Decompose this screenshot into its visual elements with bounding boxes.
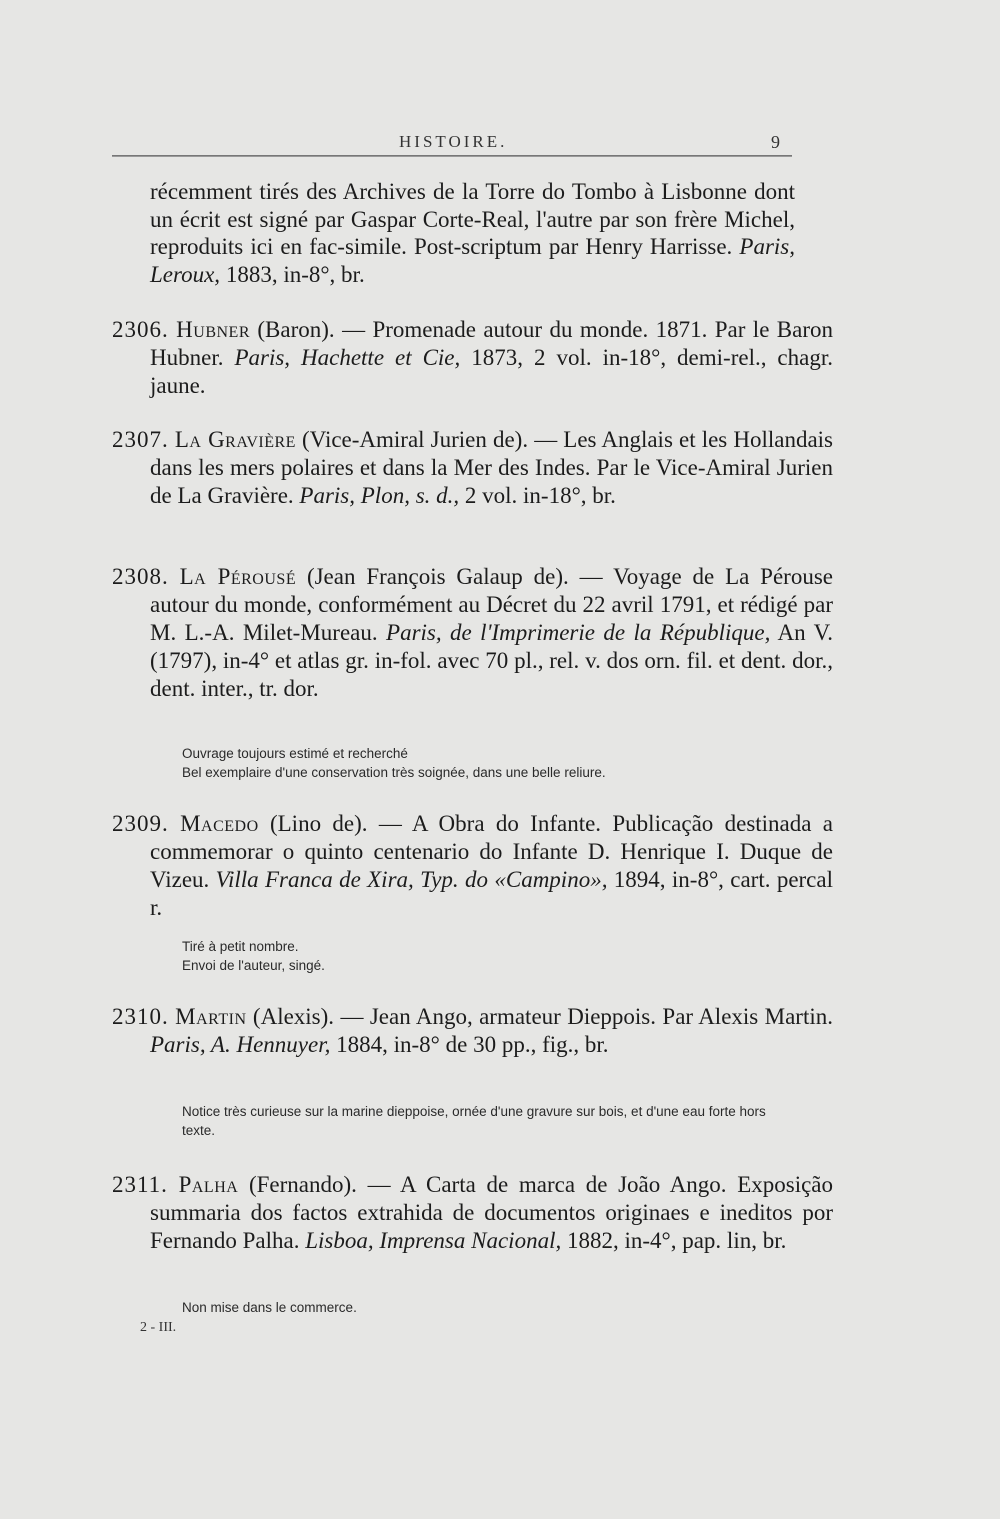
running-head-title: HISTOIRE. xyxy=(399,132,508,151)
catalogue-entry xyxy=(112,426,833,510)
note-line: Envoi de l'auteur, singé. xyxy=(182,958,325,973)
entry-collation: 2 vol. in-18°, br. xyxy=(459,483,616,508)
entry-imprint: Paris, A. Hennuyer, xyxy=(150,1032,331,1057)
entry-collation: 1873, 2 vol. in-18°, demi-rel., chagr. jaune. xyxy=(150,345,833,398)
entry-title: — A Obra do Infante. Publicação destinada a commemorar o quinto centenario do Infante D. Henrique I. Duque de Vizeu. xyxy=(150,811,834,892)
entry-title: — A Carta de marca de João Ango. Exposição summaria dos factos extrahida de documentos originaes e ineditos por Fernando Palha. xyxy=(150,1172,833,1253)
entry-imprint: Villa Franca de Xira, Typ. do «Campino», xyxy=(209,867,608,892)
catalogue-entry xyxy=(112,1171,833,1255)
entry-title: — Promenade autour du monde. 1871. Par le Baron Hubner. xyxy=(150,317,834,370)
entry-imprint: Paris, Plon, s. d., xyxy=(293,483,460,508)
entry-number: 2307. xyxy=(112,427,169,452)
continuation-tail: 1883, in-8°, br. xyxy=(220,261,365,287)
entry-number: 2310. xyxy=(112,1004,169,1029)
entry-title: — Voyage de La Pérouse autour du monde, conformément au Décret du 22 avril 1791, et rédigé par M. L.-A. Milet-Mureau. xyxy=(150,564,834,645)
catalogue-entry xyxy=(112,316,833,400)
entry-author: Macedo xyxy=(180,811,259,836)
entry-collation: 1884, in-8° de 30 pp., fig., br. xyxy=(330,1032,609,1057)
entry-author: Palha xyxy=(178,1172,239,1197)
header-rule xyxy=(112,155,792,157)
entry-author: Hubner xyxy=(176,317,250,342)
entry-author: Martin xyxy=(175,1004,247,1029)
signature-mark: 2 - III. xyxy=(140,1320,177,1335)
continuation-text: récemment tirés des Archives de la Torre do Tombo à Lisbonne dont un écrit est signé par Gaspar Corte-Real, l'autre par son frère Michel, reproduits ici en fac-simile. Post-scriptum par Henry Harrisse. xyxy=(150,179,795,259)
entry-number: 2308. xyxy=(112,564,169,589)
continuation-paragraph xyxy=(150,178,795,288)
entry-author: La Pérousé xyxy=(179,564,297,589)
entry-title: — Jean Ango, armateur Dieppois. Par Alexis Martin. xyxy=(334,1004,833,1029)
entry-author-qualifier: (Alexis). xyxy=(246,1004,335,1029)
catalogue-entry xyxy=(112,810,833,922)
note-line: Tiré à petit nombre. xyxy=(182,939,299,954)
entry-author-qualifier: (Lino de). xyxy=(258,811,368,836)
entry-title: — Les Anglais et les Hollandais dans les mers polaires et dans la Mer des Indes. Par le Vice-Amiral Jurien de La Gravière. xyxy=(150,427,834,508)
entry-note xyxy=(182,1298,794,1317)
note-line: Non mise dans le commerce. xyxy=(182,1300,357,1315)
entry-author-qualifier: (Vice-Amiral Jurien de). xyxy=(295,427,529,452)
note-line: Bel exemplaire d'une conservation très soignée, dans une belle reliure. xyxy=(182,765,606,780)
entry-note xyxy=(182,744,794,782)
note-line: Notice très curieuse sur la marine dieppoise, ornée d'une gravure sur bois, et d'une eau forte hors texte. xyxy=(182,1104,766,1138)
entry-collation: 1882, in-4°, pap. lin, br. xyxy=(561,1228,787,1253)
catalogue-entry xyxy=(112,563,833,703)
page-number: 9 xyxy=(771,132,780,152)
entry-imprint: Paris, Hachette et Cie, xyxy=(223,345,461,370)
entry-author-qualifier: (Baron). xyxy=(250,317,335,342)
entry-collation: An V. (1797), in-4° et atlas gr. in-fol. avec 70 pl., rel. v. dos orn. fil. et dent. dor., dent. inter., tr. dor. xyxy=(150,620,833,701)
entry-imprint: Lisboa, Imprensa Nacional, xyxy=(299,1228,562,1253)
entry-collation: 1894, in-8°, cart. percal r. xyxy=(150,867,833,920)
entry-author-qualifier: (Jean François Galaup de). xyxy=(296,564,569,589)
catalogue-entry xyxy=(112,1003,833,1059)
continuation-imprint: Paris, Leroux, xyxy=(150,234,795,287)
entry-number: 2306. xyxy=(112,317,169,342)
entry-number: 2309. xyxy=(112,811,169,836)
entry-number: 2311. xyxy=(112,1172,168,1197)
note-line: Ouvrage toujours estimé et recherché xyxy=(182,746,408,761)
entry-imprint: Paris, de l'Imprimerie de la République, xyxy=(377,620,771,645)
entry-note xyxy=(182,1102,794,1140)
entry-author-qualifier: (Fernando). xyxy=(238,1172,357,1197)
entry-author: La Gravière xyxy=(174,427,296,452)
running-head xyxy=(112,128,792,160)
entry-note xyxy=(182,937,794,975)
